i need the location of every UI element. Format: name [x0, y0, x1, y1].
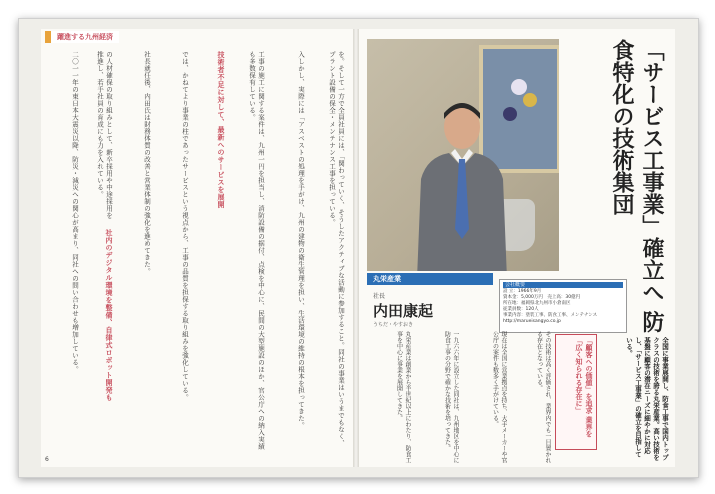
body-column: 一九六六年に設立した同社は、九州地区を中心に防食工事の分野で確かな技術を培ってきた。	[443, 331, 459, 463]
section-tag: 躍進する九州経済	[45, 31, 119, 43]
info-line: 事業内容：塗装工事、防食工事、メンテナンス	[503, 313, 598, 318]
portrait-photo	[367, 39, 559, 271]
body-column: を。そして一方で全員社員には、「関わっていく、そうしたアクティブな活動に参加すること。同社の事業はいうまでもなく、プラント設備の保全・メンテナンス工事を担っている。	[328, 51, 345, 447]
body-column: その技術は高く評価され、業界内でも一目置かれる存在となっている。	[535, 331, 551, 463]
person-name: 内田康起	[373, 302, 434, 320]
person-furigana: うちだ・やすおき	[373, 322, 414, 328]
body-column: 丸栄産業は創業から半世紀以上にわたり、防食工事を中心に事業を展開してきた。	[395, 331, 411, 463]
businessman-figure	[407, 89, 517, 271]
subhead: 社内のデジタル環境を整備、自律式ロボット開発も	[105, 229, 113, 402]
body-column: 現在は全国に営業拠点を持ち、大手メーカーや官公庁の案件も数多く手がけている。	[491, 331, 507, 463]
pull-quote: 「顧客への価値」を追求 業界を「広く知られる存在に」	[555, 334, 597, 450]
magazine-spread	[18, 18, 699, 478]
lead-paragraph: 全国に事業展開し、防食工事で国内トップクラスの技術を誇る丸栄産業。高い技術を基盤に顧客の潜在ニーズに細やかに対応し、「サービス工事業」の確立を目指している。	[625, 337, 669, 461]
body-column: 二〇一一年の東日本大震災以降、防災・減災への関心が高まり、同社への問い合わせも増加している。	[71, 51, 79, 373]
person-role: 社長	[373, 293, 386, 300]
body-column: では、かねてより事業の柱であったサービスという視点から、工事の品質を担保する取り組みを強化している。	[181, 51, 189, 401]
info-heading: 会社概要	[503, 282, 623, 288]
body-column: 入しかし、実際には「アスベストの処理を手がけ、九州の建物の衛生管理を担い、生活環境の維持の根本を担ってきた。	[297, 51, 305, 429]
company-label: 丸栄産業	[367, 273, 493, 285]
subhead: 技術者不足に対して、最新へのサービスを展開	[217, 51, 225, 209]
person-block	[373, 291, 493, 328]
info-line: 資本金：5,000万円 売上高：30億円	[503, 295, 581, 300]
body-column: の人材確保の取り組みとして、新卒採用や中途採用を推進し、若手社員の育成にも力を入れている。	[96, 51, 113, 219]
right-page	[359, 29, 675, 467]
company-info-box	[499, 279, 627, 333]
page-number: 6	[45, 456, 49, 463]
body-column: 工事の施工に関する案件は、九州一円を担当し、消防設備の据付、点検を中心に、民間の大型施設のほか、官公庁への納入実績も多数保有している。	[248, 51, 265, 450]
subhead-column	[191, 51, 225, 451]
subhead-column	[81, 229, 113, 449]
info-line: 従業員数：120人	[503, 307, 539, 312]
left-page	[41, 29, 353, 467]
article-title: 「サービス工事業」確立へ 防食特化の技術集団	[609, 39, 665, 333]
info-line: http://marueisangyo.co.jp	[503, 319, 561, 324]
body-column: 社長就任後、内田氏は財務体質の改善と営業体制の強化を進めてきた。	[143, 51, 151, 275]
info-line: 設 立：1966年9月	[503, 289, 542, 294]
info-line: 所在地：福岡県北九州市小倉南区	[503, 301, 571, 306]
